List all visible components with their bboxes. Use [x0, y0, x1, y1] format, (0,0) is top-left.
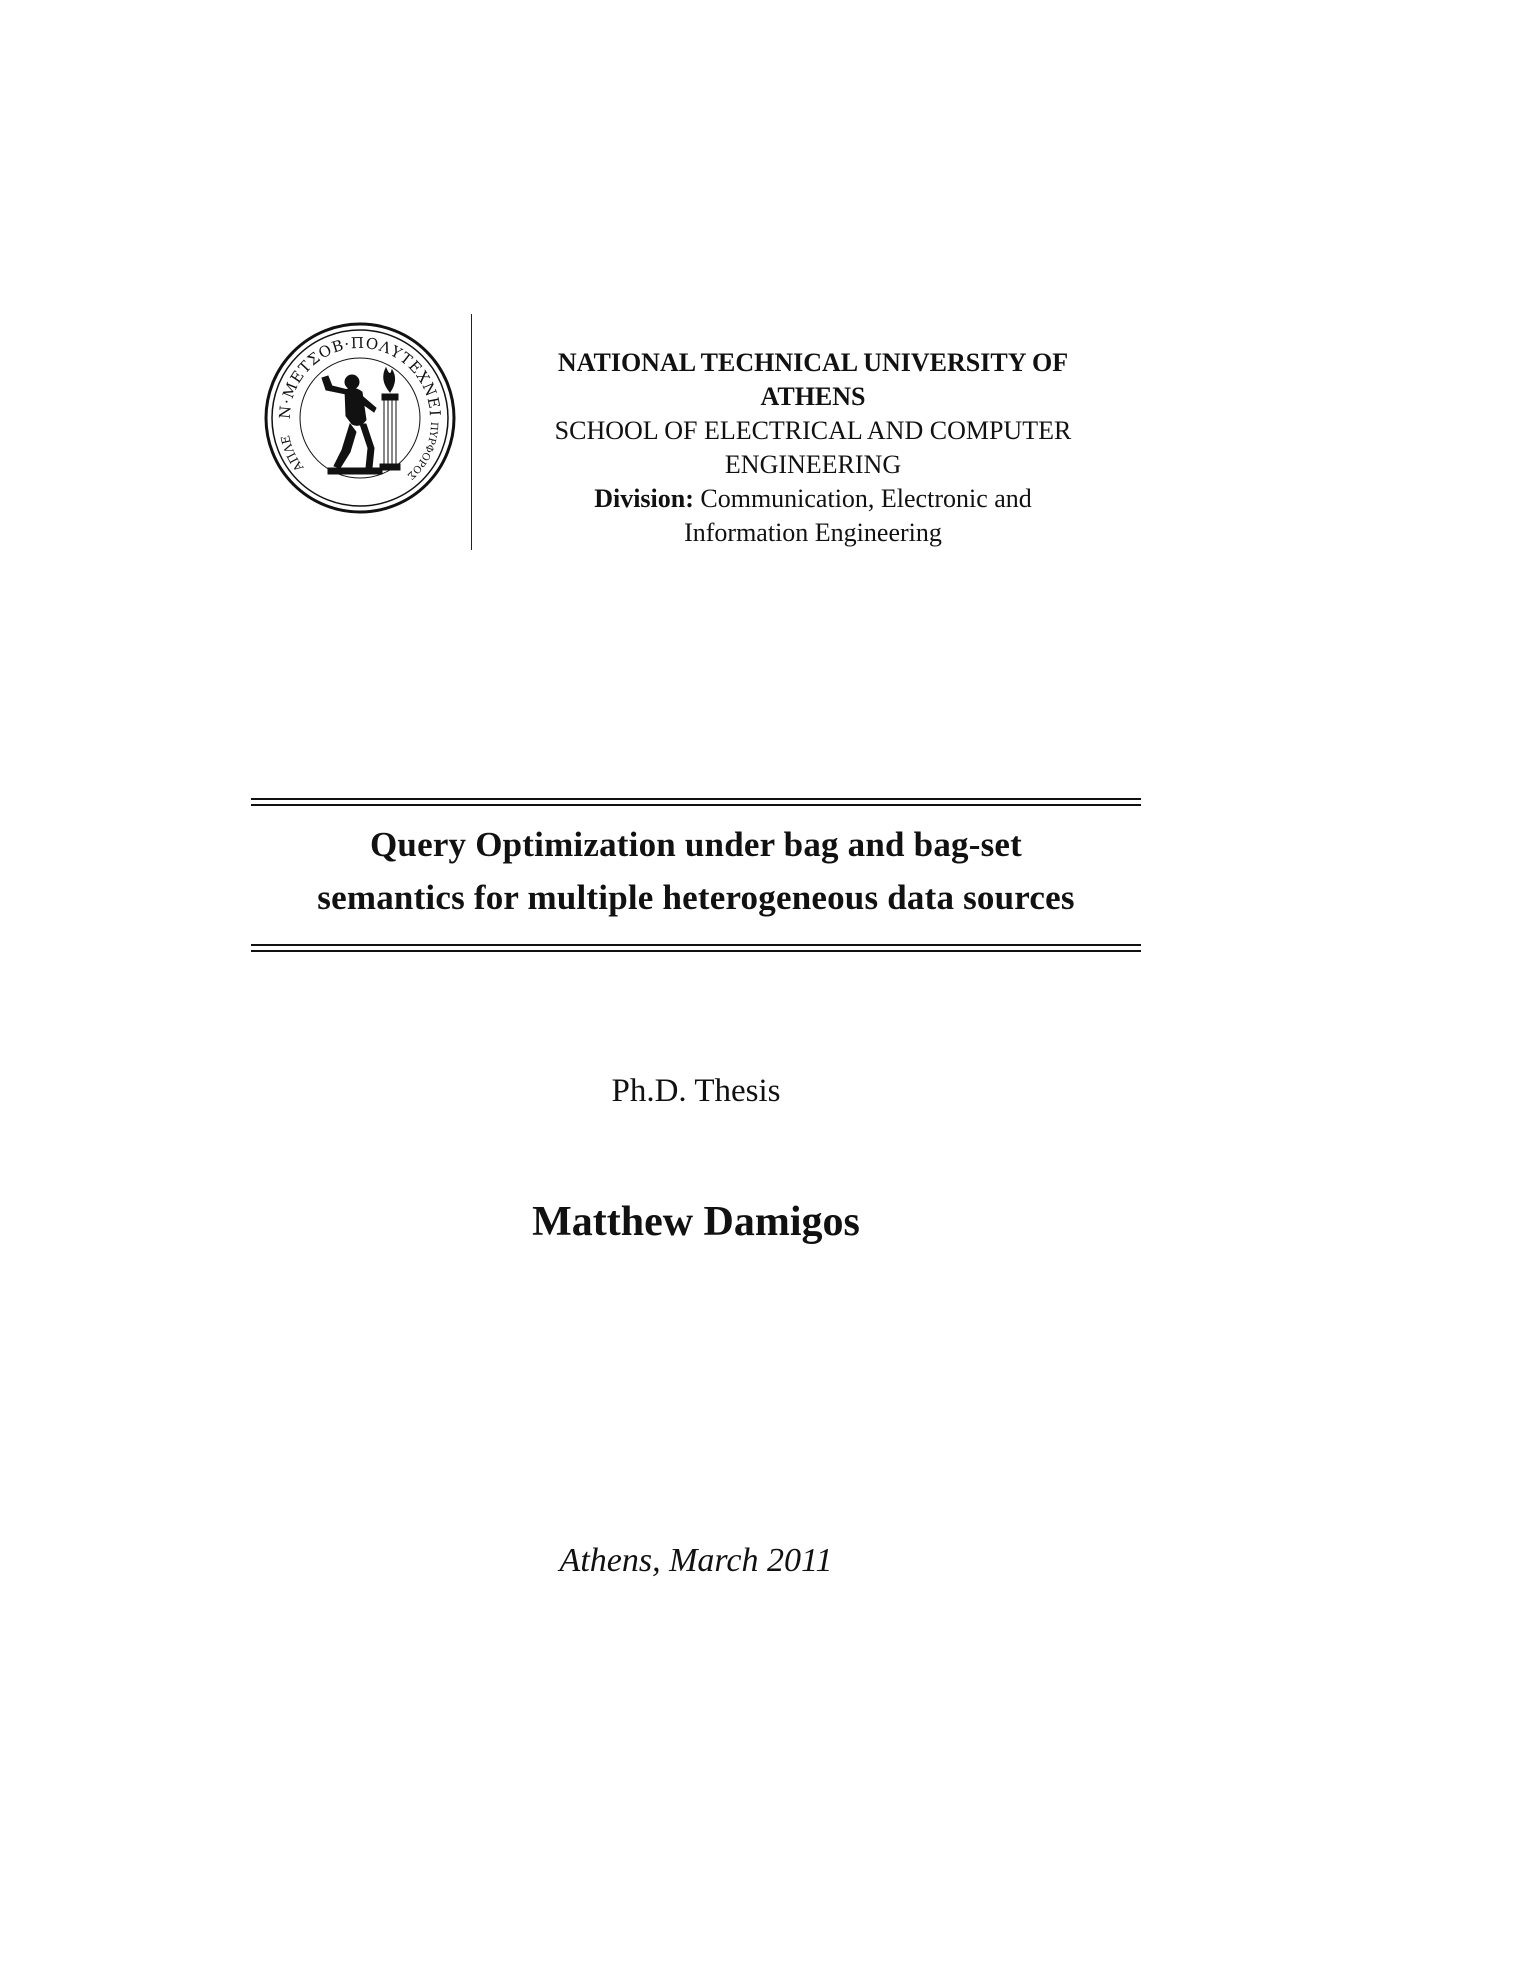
division-value-line1: Communication, Electronic and [700, 484, 1032, 513]
division-label: Division: [594, 484, 694, 513]
institution-info [484, 346, 1142, 550]
author-name: Matthew Damigos [532, 1199, 860, 1245]
header-vertical-rule [471, 314, 472, 550]
division-value-line2: Information Engineering [684, 518, 942, 547]
svg-text:ΠΥΡΦΟΡΟΣ: ΠΥΡΦΟΡΟΣ [404, 421, 440, 482]
university-name-line2: ATHENS [760, 382, 866, 411]
title-top-rule [251, 798, 1141, 800]
place-date: Athens, March 2011 [559, 1542, 833, 1579]
title-block [251, 798, 1141, 946]
ntua-seal-icon [262, 320, 458, 516]
header-block [262, 314, 1142, 550]
school-name-line1: SCHOOL OF ELECTRICAL AND COMPUTER [554, 416, 1072, 445]
svg-text:ΕΘΝ·ΜΕΤΣΟΒ·ΠΟΛΥΤΕΧΝΕΙΟΝ: Ν·ΜΕΤΣΟΒ·ΠΟΛΥΤΕΧΝΕΙ [275, 333, 445, 420]
thesis-title [251, 800, 1141, 944]
title-bottom-rule [251, 944, 1141, 946]
thesis-title-line1: Query Optimization under bag and bag-set [370, 825, 1022, 864]
document-type: Ph.D. Thesis [611, 1073, 781, 1109]
division-line1 [484, 482, 1142, 516]
thesis-title-line2: semantics for multiple heterogeneous data sources [317, 878, 1075, 917]
school-name-line2: ENGINEERING [724, 450, 902, 479]
university-name-line1: NATIONAL TECHNICAL UNIVERSITY OF [557, 348, 1069, 377]
svg-text:ΑΠΛΕ: ΑΠΛΕ [278, 433, 307, 475]
